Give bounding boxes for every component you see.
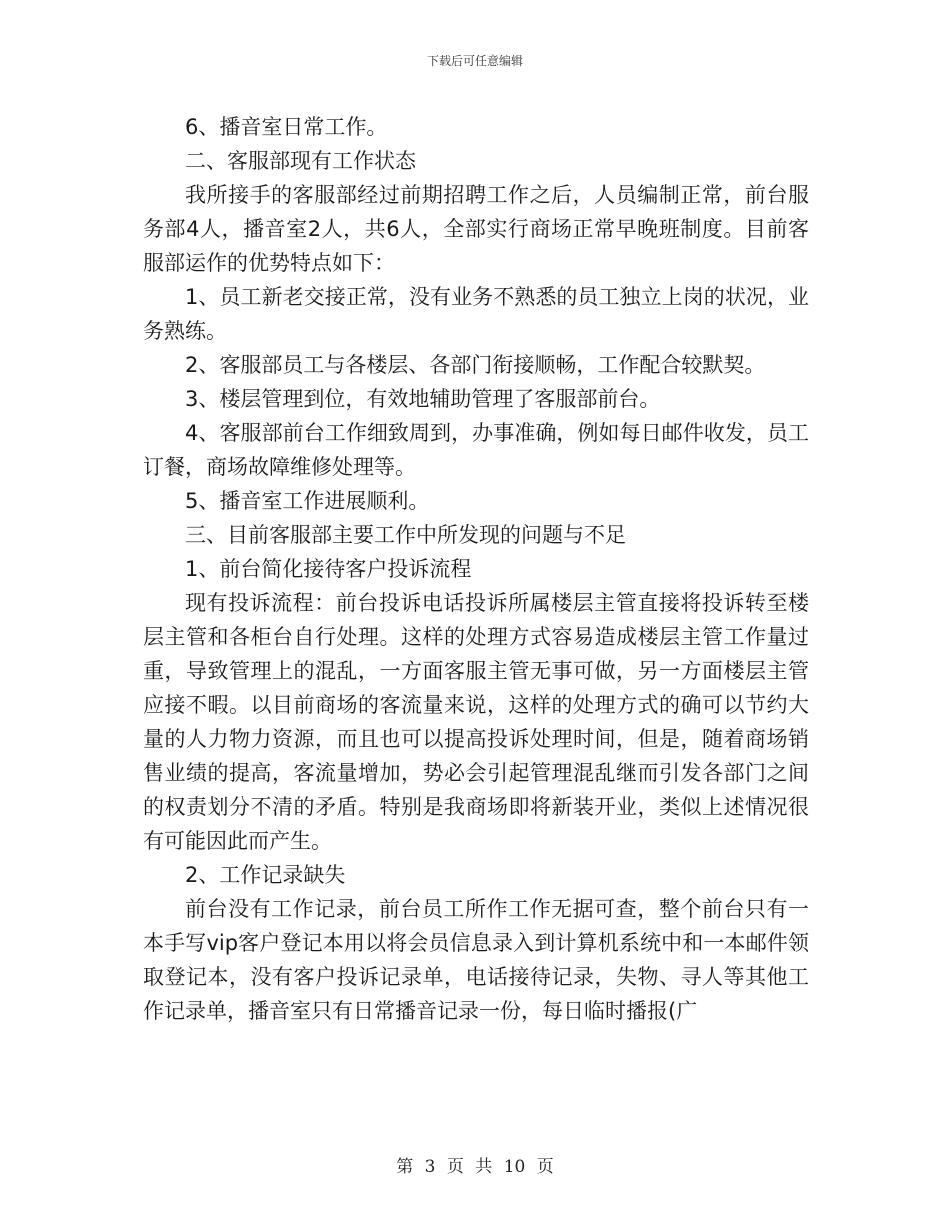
paragraph-7: 4、客服部前台工作细致周到，办事准确，例如每日邮件收发，员工订餐，商场故障维修处理等。 bbox=[143, 421, 809, 479]
paragraph-8: 5、播音室工作进展顺利。 bbox=[185, 489, 430, 513]
document-body bbox=[143, 110, 809, 1028]
paragraph-5: 2、客服部员工与各楼层、各部门衔接顺畅，工作配合较默契。 bbox=[185, 353, 766, 377]
section-heading-3: 三、目前客服部主要工作中所发现的问题与不足 bbox=[185, 523, 626, 547]
paragraph-complaint-process: 现有投诉流程：前台投诉电话投诉所属楼层主管直接将投诉转至楼层主管和各柜台自行处理。这样的处理方式容易造成楼层主管工作量过重，导致管理上的混乱，一方面客服主管无事可做，另一方面楼层主管应接不暇。以目前商场的客流量来说，这样的处理方式的确可以节约大量的人力物力资源，而且也可以提高投诉处理时间，但是，随着商场销售业绩的提高，客流量增加，势必会引起管理混乱继而引发各部门之间的权责划分不清的矛盾。特别是我商场即将新装开业，类似上述情况很有可能因此而产生。 bbox=[143, 591, 809, 853]
paragraph-3: 我所接手的客服部经过前期招聘工作之后，人员编制正常，前台服务部4人，播音室2人，共6人，全部实行商场正常早晚班制度。目前客服部运作的优势特点如下： bbox=[143, 183, 809, 275]
paragraph-work-records: 前台没有工作记录，前台员工所作工作无据可查，整个前台只有一本手写vip客户登记本用以将会员信息录入到计算机系统中和一本邮件领取登记本，没有客户投诉记录单，电话接待记录，失物、寻人等其他工作记录单，播音室只有日常播音记录一份，每日临时播报(广 bbox=[143, 897, 809, 1023]
section-heading-2: 二、客服部现有工作状态 bbox=[185, 149, 416, 173]
subheading-1: 1、前台简化接待客户投诉流程 bbox=[185, 557, 472, 581]
paragraph-4: 1、员工新老交接正常，没有业务不熟悉的员工独立上岗的状况，业务熟练。 bbox=[143, 285, 809, 343]
subheading-2: 2、工作记录缺失 bbox=[185, 863, 346, 887]
paragraph-1: 6、播音室日常工作。 bbox=[185, 115, 388, 139]
paragraph-6: 3、楼层管理到位，有效地辅助管理了客服部前台。 bbox=[185, 387, 661, 411]
page-number-footer: 第 3 页 共 10 页 bbox=[396, 1157, 554, 1177]
header-note: 下载后可任意编辑 bbox=[426, 54, 523, 68]
